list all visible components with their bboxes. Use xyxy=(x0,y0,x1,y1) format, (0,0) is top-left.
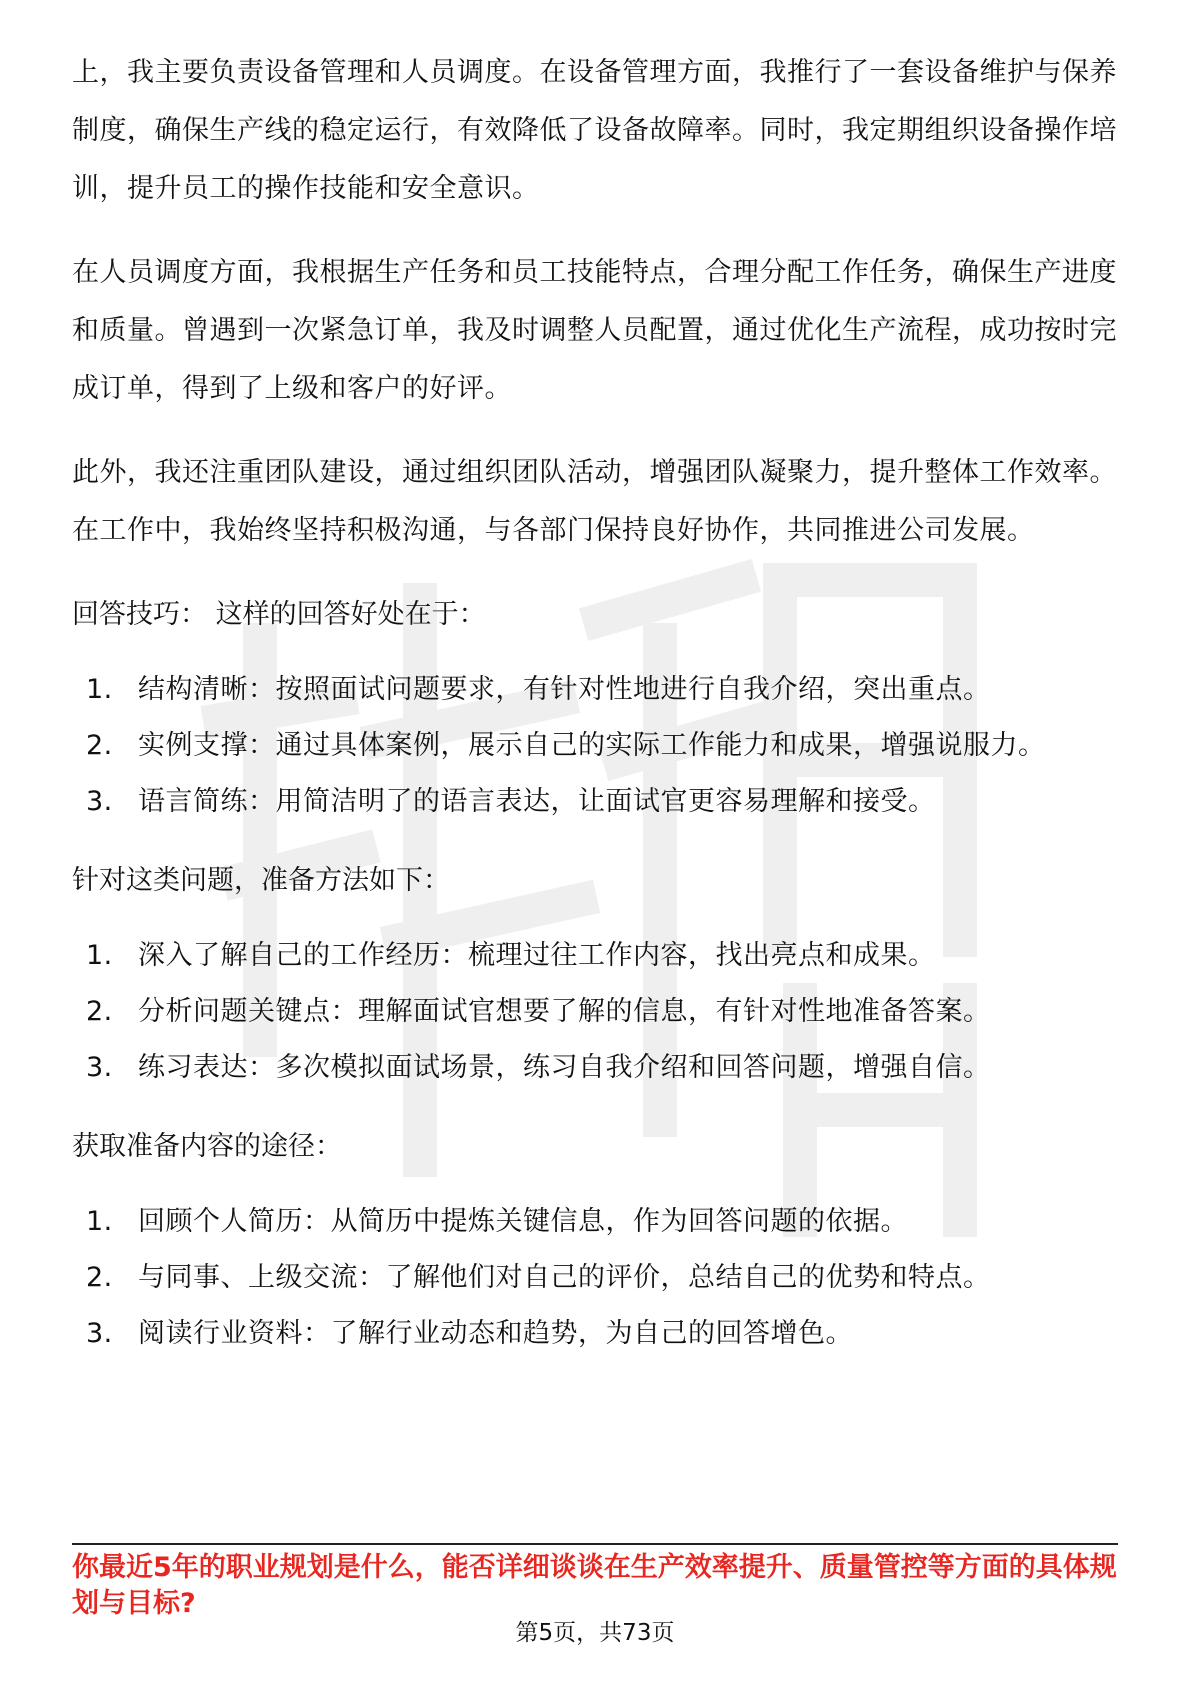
list-item xyxy=(72,662,1118,718)
list-text: 实例支撑：通过具体案例，展示自己的实际工作能力和成果，增强说服力。 xyxy=(138,730,1046,761)
list-text: 深入了解自己的工作经历：梳理过往工作内容，找出亮点和成果。 xyxy=(138,940,936,971)
list-item xyxy=(72,718,1118,774)
tips-heading: 回答技巧： 这样的回答好处在于： xyxy=(72,599,486,630)
next-question-heading: 你最近5年的职业规划是什么，能否详细谈谈在生产效率提升、质量管控等方面的具体规划与目标? xyxy=(72,1552,1117,1619)
paragraph-staff-scheduling: 在人员调度方面，我根据生产任务和员工技能特点，合理分配工作任务，确保生产进度和质量。曾遇到一次紧急订单，我及时调整人员配置，通过优化生产流程，成功按时完成订单，得到了上级和客户的好评。 xyxy=(72,257,1117,404)
list-number: 1. xyxy=(86,1206,113,1237)
list-item xyxy=(72,984,1118,1040)
list-text: 结构清晰：按照面试问题要求，有针对性地进行自我介绍，突出重点。 xyxy=(138,674,991,705)
list-number: 1. xyxy=(86,674,113,705)
list-number: 3. xyxy=(86,1318,113,1349)
list-text: 语言简练：用简洁明了的语言表达，让面试官更容易理解和接受。 xyxy=(138,786,936,817)
page-number: 第5页，共73页 xyxy=(515,1620,675,1646)
sources-list xyxy=(72,1194,1118,1362)
list-text: 练习表达：多次模拟面试场景，练习自我介绍和回答问题，增强自信。 xyxy=(138,1052,991,1083)
list-number: 2. xyxy=(86,730,113,761)
list-number: 2. xyxy=(86,1262,113,1293)
list-item xyxy=(72,1306,1118,1362)
list-number: 3. xyxy=(86,1052,113,1083)
prep-list xyxy=(72,928,1118,1096)
paragraph-device-management: 上，我主要负责设备管理和人员调度。在设备管理方面，我推行了一套设备维护与保养制度，确保生产线的稳定运行，有效降低了设备故障率。同时，我定期组织设备操作培训，提升员工的操作技能和安全意识。 xyxy=(72,57,1117,204)
list-text: 阅读行业资料：了解行业动态和趋势，为自己的回答增色。 xyxy=(138,1318,853,1349)
list-text: 分析问题关键点：理解面试官想要了解的信息，有针对性地准备答案。 xyxy=(138,996,991,1027)
section-divider xyxy=(72,1543,1118,1545)
prep-heading: 针对这类问题，准备方法如下： xyxy=(72,865,450,896)
list-number: 2. xyxy=(86,996,113,1027)
main-content xyxy=(72,44,1118,1384)
list-text: 回顾个人简历：从简历中提炼关键信息，作为回答问题的依据。 xyxy=(138,1206,908,1237)
list-item xyxy=(72,1250,1118,1306)
list-number: 1. xyxy=(86,940,113,971)
list-item xyxy=(72,1040,1118,1096)
tips-list xyxy=(72,662,1118,830)
list-text: 与同事、上级交流：了解他们对自己的评价，总结自己的优势和特点。 xyxy=(138,1262,991,1293)
paragraph-team-building: 此外，我还注重团队建设，通过组织团队活动，增强团队凝聚力，提升整体工作效率。在工作中，我始终坚持积极沟通，与各部门保持良好协作，共同推进公司发展。 xyxy=(72,457,1117,546)
list-number: 3. xyxy=(86,786,113,817)
list-item xyxy=(72,928,1118,984)
list-item xyxy=(72,774,1118,830)
sources-heading: 获取准备内容的途径： xyxy=(72,1131,342,1162)
list-item xyxy=(72,1194,1118,1250)
